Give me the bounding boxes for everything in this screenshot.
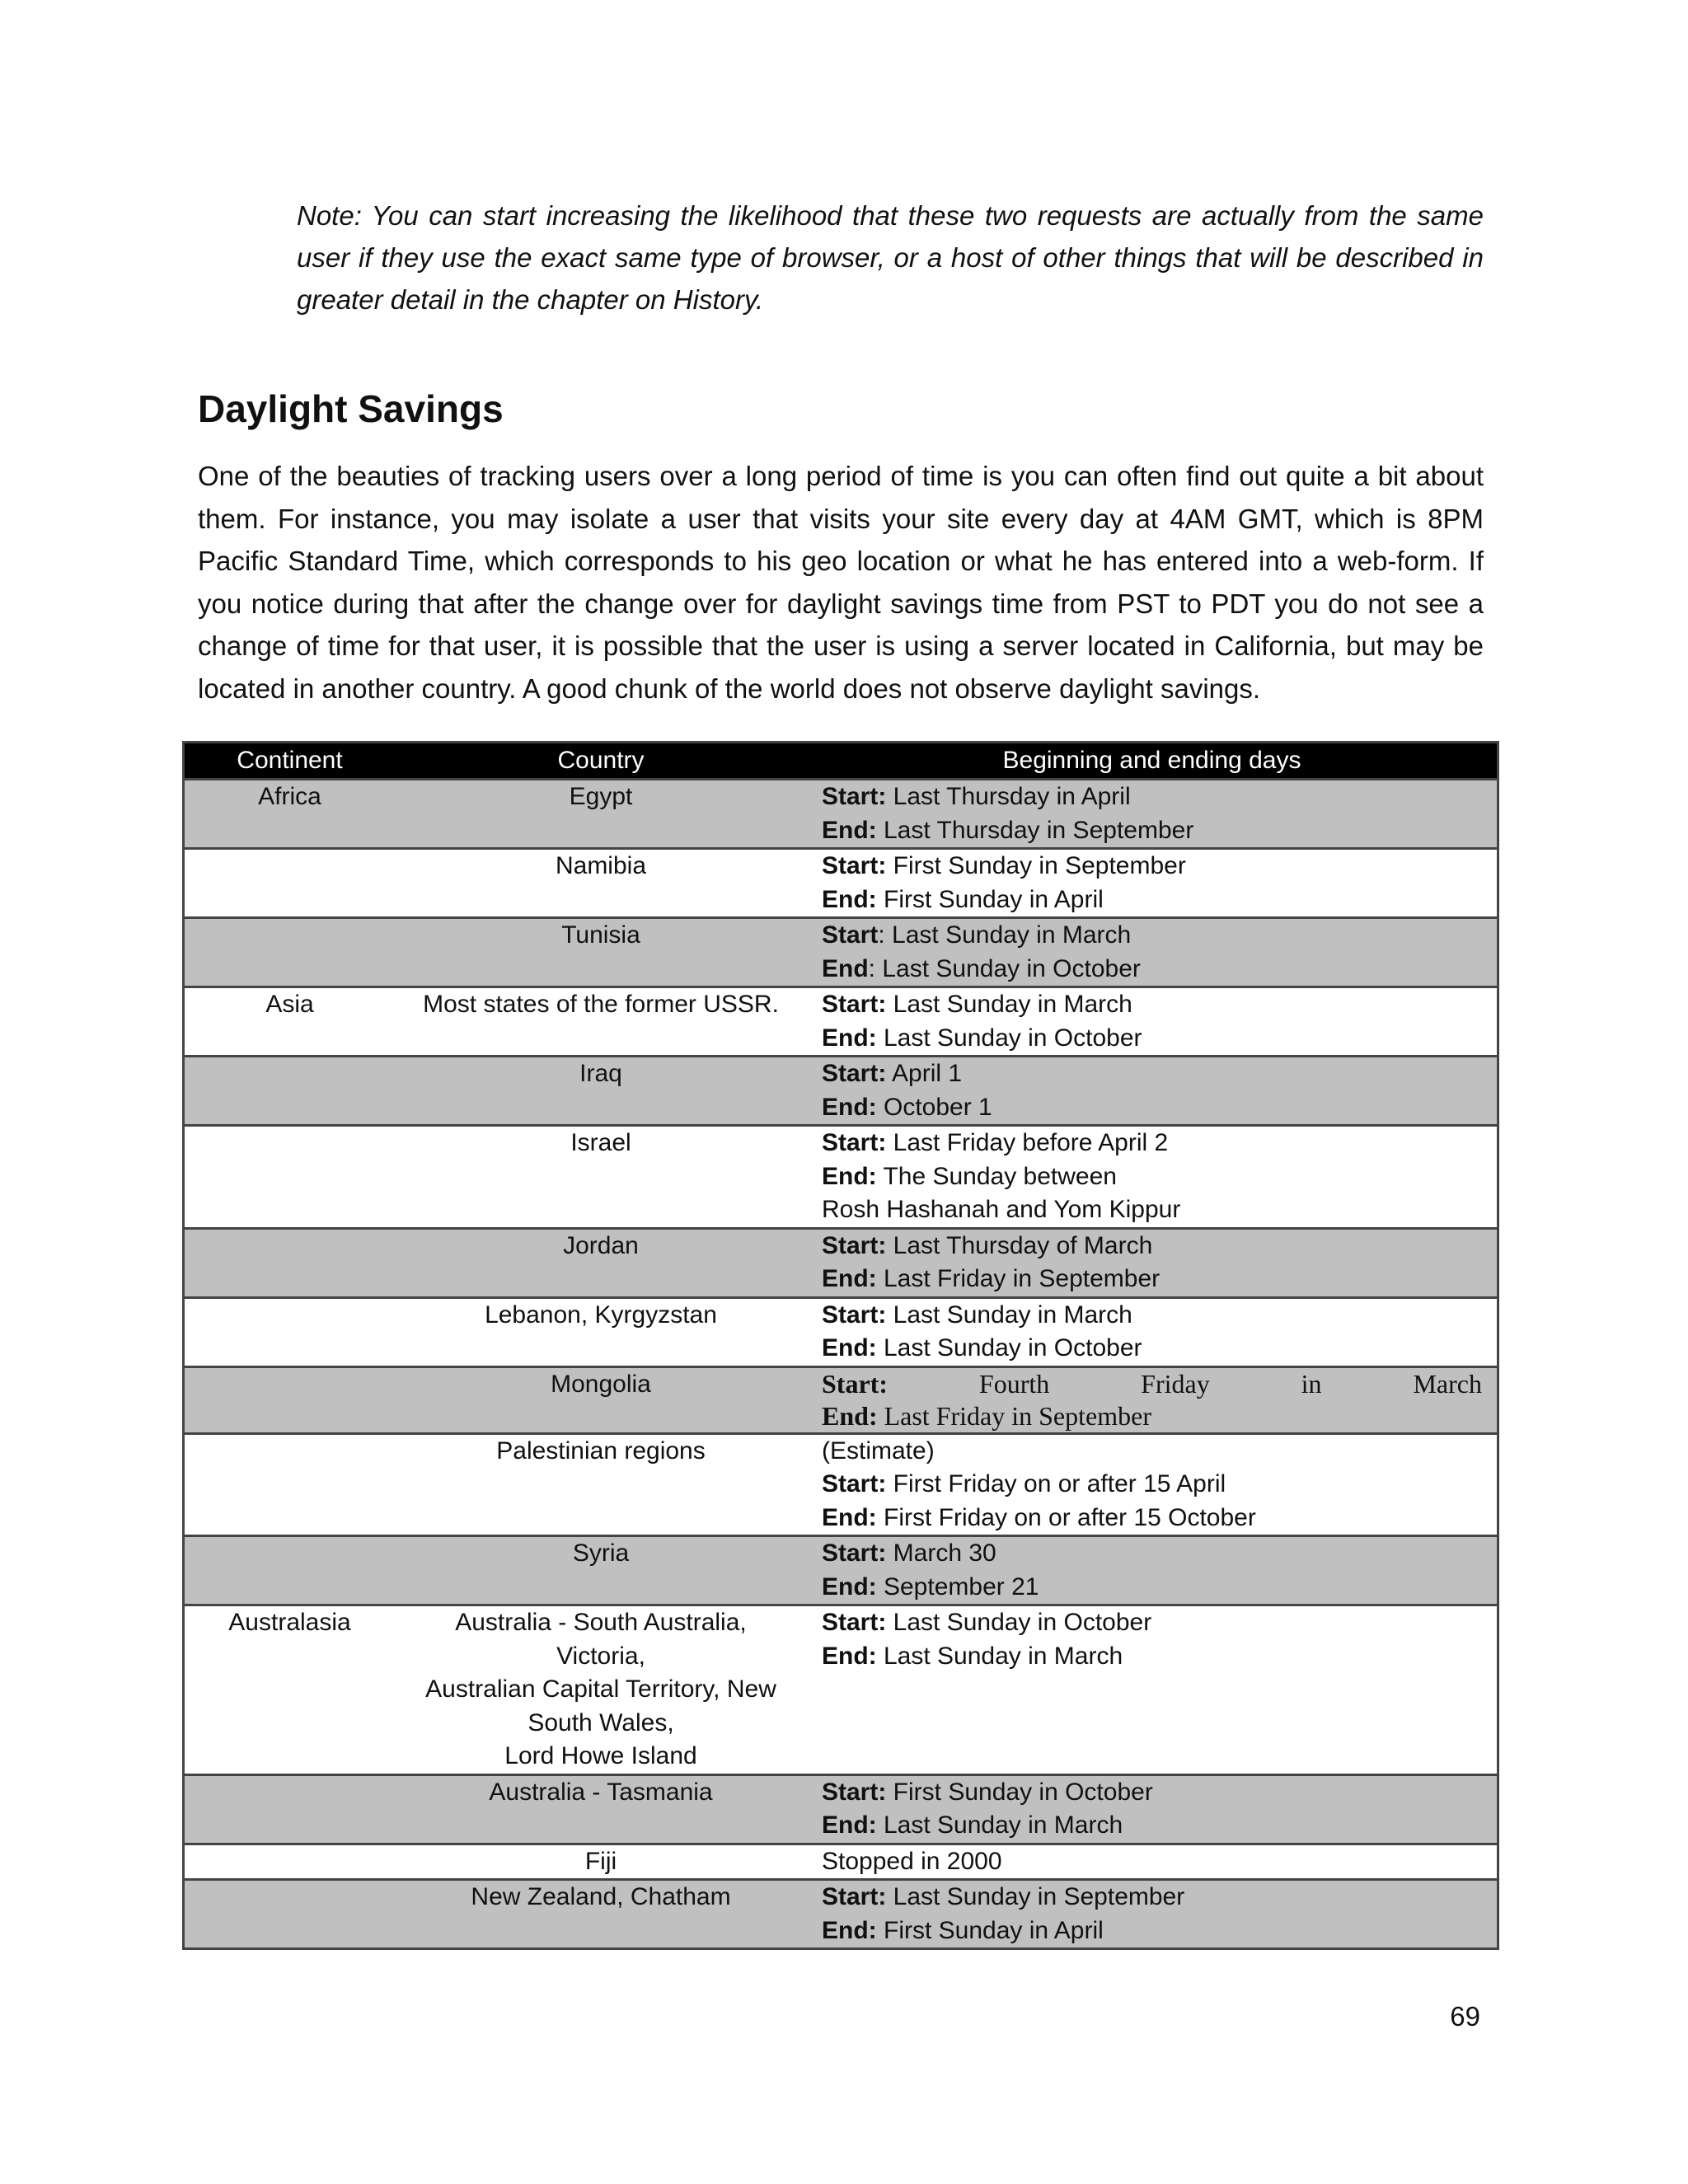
country-cell: Mongolia bbox=[395, 1366, 807, 1433]
continent-cell: Asia bbox=[184, 987, 396, 1057]
days-line bbox=[822, 1845, 1497, 1879]
continent-cell bbox=[184, 1366, 396, 1433]
days-label: Start: bbox=[822, 783, 887, 810]
days-label: Start: bbox=[822, 852, 887, 879]
table-row bbox=[184, 1774, 1498, 1844]
days-label: Start: bbox=[822, 1301, 887, 1329]
days-label: End: bbox=[822, 816, 877, 844]
header-continent: Continent bbox=[184, 743, 396, 780]
days-cell bbox=[807, 1433, 1498, 1536]
days-label: Start: bbox=[822, 1368, 888, 1399]
days-text: September 21 bbox=[876, 1572, 1039, 1601]
table-row bbox=[184, 1126, 1498, 1229]
continent-cell bbox=[184, 1880, 396, 1949]
days-cell bbox=[807, 1057, 1498, 1126]
days-line bbox=[822, 1502, 1497, 1535]
days-text: April 1 bbox=[886, 1060, 963, 1087]
days-line bbox=[822, 814, 1497, 848]
days-label: Start: bbox=[822, 1540, 887, 1567]
days-line bbox=[822, 919, 1497, 953]
section-heading: Daylight Savings bbox=[198, 387, 504, 430]
continent-cell bbox=[184, 1126, 396, 1229]
days-label: Start: bbox=[822, 1883, 887, 1910]
days-text: October 1 bbox=[876, 1093, 992, 1121]
table-row bbox=[184, 1057, 1498, 1126]
table-row bbox=[184, 918, 1498, 987]
days-cell bbox=[807, 780, 1498, 849]
days-line bbox=[822, 1160, 1497, 1194]
days-line bbox=[822, 883, 1497, 917]
country-line: Australian Capital Territory, New bbox=[425, 1675, 776, 1703]
days-text: Last Thursday in September bbox=[876, 816, 1194, 844]
days-label: End: bbox=[822, 1265, 877, 1292]
days-line bbox=[822, 1022, 1497, 1056]
days-label: Start: bbox=[822, 1470, 887, 1497]
days-label: End: bbox=[822, 1400, 878, 1431]
country-line: South Wales, bbox=[528, 1708, 674, 1736]
table-header-row bbox=[184, 743, 1498, 780]
days-text: Last Sunday in October bbox=[876, 1024, 1142, 1052]
days-line bbox=[822, 988, 1497, 1022]
days-cell bbox=[807, 1228, 1498, 1297]
days-line bbox=[822, 953, 1497, 987]
days-cell bbox=[807, 1126, 1498, 1229]
days-text: : Last Sunday in October bbox=[868, 954, 1141, 982]
continent-cell bbox=[184, 918, 396, 987]
days-line bbox=[822, 1776, 1497, 1810]
days-line bbox=[822, 1299, 1497, 1333]
continent-cell bbox=[184, 1228, 396, 1297]
days-line bbox=[822, 1640, 1497, 1674]
country-cell: Syria bbox=[395, 1536, 807, 1605]
days-line bbox=[822, 1091, 1497, 1125]
continent-cell bbox=[184, 1844, 396, 1880]
days-text: Last Thursday in April bbox=[886, 783, 1131, 810]
days-cell bbox=[807, 1844, 1498, 1880]
country-line: Lord Howe Island bbox=[504, 1742, 697, 1769]
days-label: End: bbox=[822, 1334, 877, 1361]
days-label: Start: bbox=[822, 1231, 887, 1259]
days-word: Friday bbox=[1141, 1368, 1210, 1399]
country-cell: New Zealand, Chatham bbox=[395, 1880, 807, 1949]
continent-cell bbox=[184, 1297, 396, 1366]
days-line bbox=[822, 1606, 1497, 1640]
days-word: March bbox=[1413, 1368, 1482, 1399]
days-text: Last Friday in September bbox=[876, 1265, 1160, 1292]
days-text: Last Sunday in March bbox=[886, 991, 1132, 1018]
days-text: First Friday on or after 15 April bbox=[886, 1470, 1226, 1497]
days-line bbox=[822, 1400, 1497, 1432]
days-label: Start: bbox=[822, 1778, 887, 1806]
table-row bbox=[184, 1228, 1498, 1297]
days-label: End: bbox=[822, 1642, 877, 1670]
days-text: Last Sunday in September bbox=[886, 1883, 1185, 1910]
country-line: Victoria, bbox=[556, 1642, 645, 1670]
table-row bbox=[184, 1605, 1498, 1775]
days-label: Start bbox=[822, 921, 879, 949]
days-text: Last Friday in September bbox=[877, 1400, 1151, 1431]
table-row bbox=[184, 1366, 1498, 1433]
days-cell bbox=[807, 1880, 1498, 1949]
days-text: Last Thursday of March bbox=[886, 1231, 1153, 1259]
days-line bbox=[822, 1332, 1497, 1366]
days-label: Start: bbox=[822, 1609, 887, 1636]
days-line bbox=[822, 1809, 1497, 1843]
days-text: Last Sunday in October bbox=[886, 1609, 1152, 1636]
continent-cell bbox=[184, 1536, 396, 1605]
country-cell bbox=[395, 1605, 807, 1775]
table-row bbox=[184, 987, 1498, 1057]
days-label: Start: bbox=[822, 1129, 887, 1156]
days-line bbox=[822, 1127, 1497, 1160]
country-cell: Palestinian regions bbox=[395, 1433, 807, 1536]
days-text: Stopped in 2000 bbox=[822, 1847, 1002, 1875]
days-text: The Sunday between bbox=[876, 1162, 1117, 1190]
table-row bbox=[184, 1297, 1498, 1366]
days-label: End: bbox=[822, 1916, 877, 1944]
country-cell: Egypt bbox=[395, 780, 807, 849]
days-line bbox=[822, 1435, 1497, 1469]
daylight-savings-table bbox=[182, 741, 1499, 1950]
days-line bbox=[822, 1230, 1497, 1263]
continent-cell bbox=[184, 1774, 396, 1844]
page-number: 69 bbox=[1450, 2001, 1480, 2032]
days-line bbox=[822, 1537, 1497, 1571]
days-text: (Estimate) bbox=[822, 1436, 935, 1465]
days-text: First Friday on or after 15 October bbox=[876, 1503, 1256, 1531]
days-word: Fourth bbox=[978, 1368, 1050, 1399]
days-text: Last Sunday in March bbox=[876, 1811, 1123, 1839]
table-row bbox=[184, 780, 1498, 849]
table-row bbox=[184, 1844, 1498, 1880]
days-line bbox=[822, 1368, 1497, 1400]
days-line bbox=[822, 1915, 1497, 1948]
days-cell bbox=[807, 1774, 1498, 1844]
days-cell bbox=[807, 987, 1498, 1057]
days-text: : Last Sunday in March bbox=[878, 921, 1132, 949]
table-row bbox=[184, 1536, 1498, 1605]
days-label: End: bbox=[822, 1093, 877, 1121]
days-text: Last Friday before April 2 bbox=[886, 1129, 1169, 1156]
note-text: Note: You can start increasing the likelihood that these two requests are actually from the same user if they use the exact same type of browser, or a host of other things that will be described in greater detail in the chapter on History. bbox=[297, 200, 1484, 315]
days-line bbox=[822, 1193, 1497, 1227]
country-cell: Namibia bbox=[395, 849, 807, 918]
days-cell bbox=[807, 849, 1498, 918]
country-line: Australia - South Australia, bbox=[455, 1609, 747, 1636]
header-country: Country bbox=[395, 743, 807, 780]
days-word: in bbox=[1301, 1368, 1322, 1399]
days-cell bbox=[807, 1605, 1498, 1775]
country-cell: Iraq bbox=[395, 1057, 807, 1126]
days-label: End: bbox=[822, 885, 877, 913]
days-text: First Sunday in April bbox=[876, 885, 1104, 913]
days-cell bbox=[807, 1536, 1498, 1605]
country-cell: Fiji bbox=[395, 1844, 807, 1880]
days-label: End: bbox=[822, 1162, 877, 1190]
country-cell: Jordan bbox=[395, 1228, 807, 1297]
days-line bbox=[822, 780, 1497, 814]
days-text: Last Sunday in March bbox=[886, 1301, 1132, 1329]
country-cell: Tunisia bbox=[395, 918, 807, 987]
days-text: First Sunday in September bbox=[886, 852, 1186, 879]
days-text: First Sunday in October bbox=[886, 1778, 1153, 1806]
continent-cell bbox=[184, 849, 396, 918]
days-label: End bbox=[822, 954, 869, 982]
country-cell: Lebanon, Kyrgyzstan bbox=[395, 1297, 807, 1366]
days-label: Start: bbox=[822, 1060, 887, 1087]
days-cell bbox=[807, 918, 1498, 987]
days-label: End: bbox=[822, 1503, 877, 1531]
country-cell: Australia - Tasmania bbox=[395, 1774, 807, 1844]
body-paragraph: One of the beauties of tracking users over a long period of time is you can often find out quite a bit about them. For instance, you may isolate a user that visits your site every day at 4AM GMT, which is 8PM Pacific Standard Time, which corresponds to his geo location or what he has entered into a web-form. If you notice during that after the change over for daylight savings time from PST to PDT you do not see a change of time for that user, it is possible that the user is using a server located in California, but may be located in another country. A good chunk of the world does not observe daylight savings. bbox=[198, 461, 1484, 704]
days-line bbox=[822, 1468, 1497, 1502]
days-text: Last Sunday in October bbox=[876, 1334, 1142, 1361]
continent-cell: Africa bbox=[184, 780, 396, 849]
days-line bbox=[822, 1263, 1497, 1296]
days-line bbox=[822, 850, 1497, 883]
continent-cell bbox=[184, 1057, 396, 1126]
country-cell: Israel bbox=[395, 1126, 807, 1229]
days-label: End: bbox=[822, 1024, 877, 1052]
header-days: Beginning and ending days bbox=[807, 743, 1498, 780]
days-line bbox=[822, 1881, 1497, 1915]
days-label: Start: bbox=[822, 991, 887, 1018]
table-row bbox=[184, 1880, 1498, 1949]
days-text: First Sunday in April bbox=[876, 1916, 1104, 1944]
country-cell: Most states of the former USSR. bbox=[395, 987, 807, 1057]
days-text: March 30 bbox=[886, 1540, 996, 1567]
days-label: End: bbox=[822, 1811, 877, 1839]
continent-cell bbox=[184, 1433, 396, 1536]
days-cell bbox=[807, 1297, 1498, 1366]
table-row bbox=[184, 1433, 1498, 1536]
table-row bbox=[184, 849, 1498, 918]
days-text: Last Sunday in March bbox=[876, 1642, 1123, 1670]
days-line bbox=[822, 1057, 1497, 1091]
days-text: Rosh Hashanah and Yom Kippur bbox=[822, 1196, 1181, 1223]
days-line bbox=[822, 1571, 1497, 1605]
days-label: End: bbox=[822, 1572, 877, 1601]
days-cell bbox=[807, 1366, 1498, 1433]
continent-cell: Australasia bbox=[184, 1605, 396, 1775]
